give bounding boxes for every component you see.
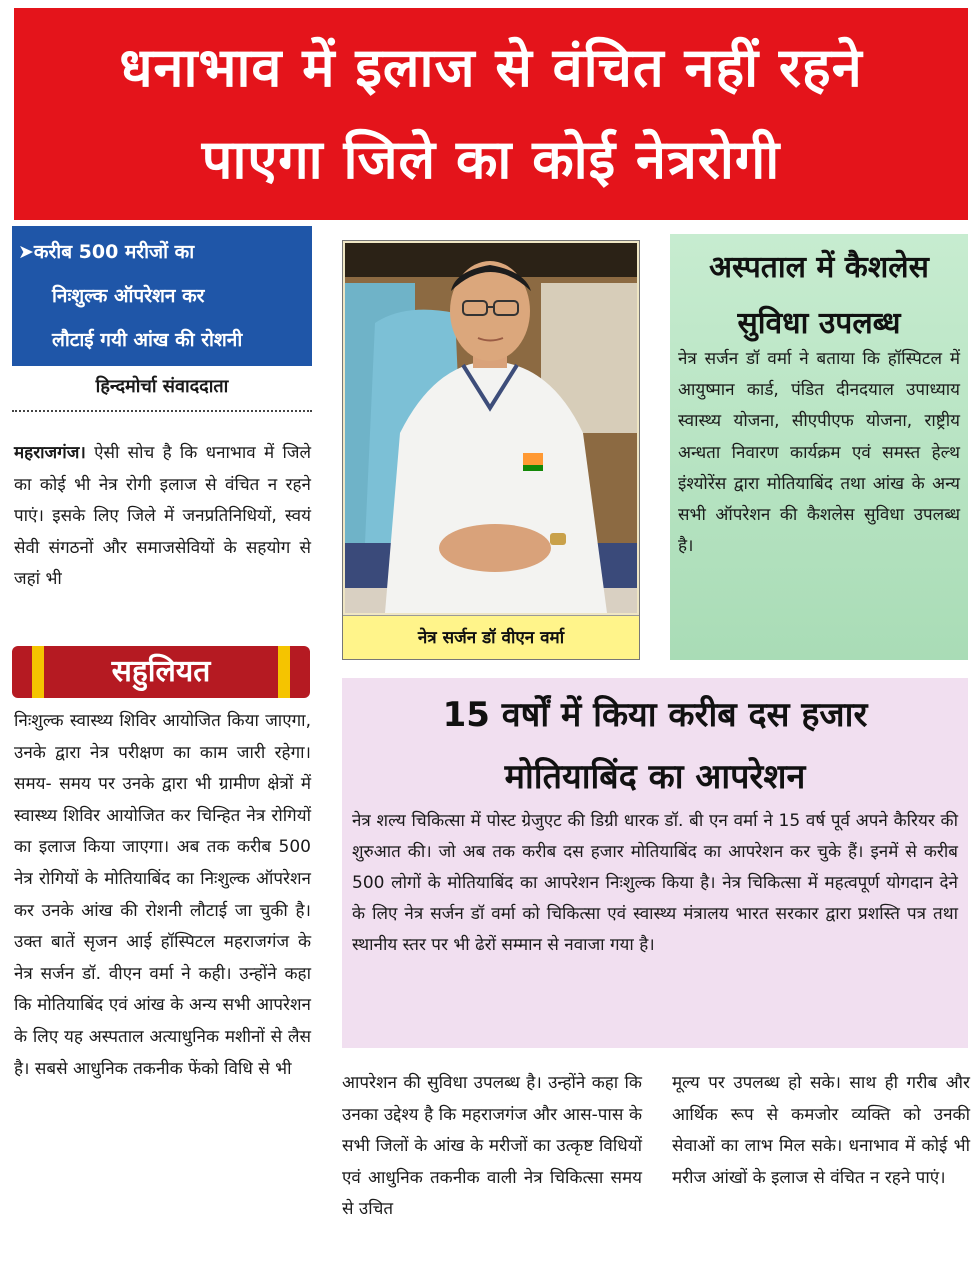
highlight-line-2: निःशुल्क ऑपरेशन कर xyxy=(52,285,205,307)
highlight-line-1: ➤करीब 500 मरीजों का xyxy=(18,241,195,263)
headline-line-2: पाएगा जिले का कोई नेत्ररोगी xyxy=(201,128,781,191)
doctor-portrait-illustration xyxy=(345,243,637,613)
doctor-photo-frame xyxy=(342,240,640,660)
article-column-3-bottom: मूल्य पर उपलब्ध हो सके। साथ ही गरीब और आर्थिक रूप से कमजोर व्यक्ति को उनकी सेवाओं का लाभ मिल सके। धनाभाव में कोई भी मरीज आंखों के इलाज से वंचित न रहने पाएं। xyxy=(672,1073,970,1188)
cashless-title-line-2: सुविधा उपलब्ध xyxy=(737,306,901,341)
highlight-line-3: लौटाई गयी आंख की रोशनी xyxy=(52,329,243,351)
article-text-1: ऐसी सोच है कि धनाभाव में जिले का कोई भी नेत्र रोगी इलाज से वंचित न रहने पाएं। इसके लिए जिले में जनप्रतिनिधियों, स्वयं सेवी संगठनों और समाजसेवियों के सहयोग से जहां भी xyxy=(14,443,311,590)
ribbon-label: सहुलियत xyxy=(111,654,211,689)
doctor-photo xyxy=(345,243,637,613)
cashless-box xyxy=(670,234,968,660)
cashless-title-line-1: अस्पताल में कैशलेस xyxy=(709,250,929,285)
operations-title-line-1: 15 वर्षों में किया करीब दस हजार xyxy=(442,695,868,735)
operations-box xyxy=(342,678,968,1048)
article-column-2-bottom: आपरेशन की सुविधा उपलब्ध है। उन्होंने कहा कि उनका उद्देश्य है कि महराजगंज और आस-पास के सभी जिलों के आंख के मरीजों का उत्कृष्ट विधियों एवं आधुनिक तकनीक वाली नेत्र चिकित्सा समय से उचित xyxy=(342,1073,642,1220)
article-column-1-bottom: निःशुल्क स्वास्थ्य शिविर आयोजित किया जाएगा, उनके द्वारा नेत्र परीक्षण का काम जारी रहेगा। समय- समय पर उनके द्वारा भी ग्रामीण क्षेत्रों में स्वास्थ्य शिविर आयोजित कर चिन्हित नेत्र रोगियों का इलाज किया जाएगा। अब तक करीब 500 नेत्र रोगियों के मोतियाबिंद का निःशुल्क ऑपरेशन कर उनके आंख की रोशनी लौटाई जा चुकी है। उक्त बातें सृजन आई हॉस्पिटल महराजगंज के नेत्र सर्जन डॉ. वीएन वर्मा ने कही। उन्होंने कहा कि मोतियाबिंद एवं आंख के अन्य सभी आपरेशन के लिए यह अस्पताल अत्याधुनिक मशीनों से लैस है। सबसे आधुनिक तकनीक फेंको विधि से भी xyxy=(14,711,311,1079)
photo-caption: नेत्र सर्जन डॉ वीएन वर्मा xyxy=(343,615,639,659)
byline: हिन्दमोर्चा संवाददाता xyxy=(12,372,312,412)
operations-title xyxy=(342,684,968,808)
dateline: महराजगंज। xyxy=(14,443,86,463)
headline xyxy=(14,8,968,220)
cashless-title xyxy=(670,240,968,352)
article-column-1-top xyxy=(14,438,311,634)
operations-title-line-2: मोतियाबिंद का आपरेशन xyxy=(504,757,806,797)
headline-line-1: धनाभाव में इलाज से वंचित नहीं रहने xyxy=(119,36,863,99)
operations-text: नेत्र शल्य चिकित्सा में पोस्ट ग्रेजुएट की डिग्री धारक डॉ. बी एन वर्मा ने 15 वर्ष पूर्व अपने कैरियर की शुरुआत की। जो अब तक करीब दस हजार मोतियाबिंद का आपरेशन कर चुके हैं। इनमें से करीब 500 लोगों के मोतियाबिंद का आपरेशन निःशुल्क किया है। नेत्र चिकित्सा में महत्वपूर्ण योगदान देने के लिए नेत्र सर्जन डॉ वर्मा को चिकित्सा एवं स्वास्थ्य मंत्रालय भारत सरकार द्वारा प्रशस्ति पत्र तथा स्थानीय स्तर पर भी ढेरों सम्मान से नवाजा गया है। xyxy=(352,811,958,955)
section-ribbon xyxy=(12,646,310,698)
cashless-text: नेत्र सर्जन डॉ वर्मा ने बताया कि हॉस्पिटल में आयुष्मान कार्ड, पंडित दीनदयाल उपाध्याय स्वास्थ्य योजना, सीएपीएफ योजना, राष्ट्रीय अन्धता निवारण कार्यक्रम एवं समस्त हेल्थ इंश्योरेंस द्वारा मोतियाबिंद तथा आंख के अन्य सभी ऑपरेशन की कैशलेस सुविधा उपलब्ध है। xyxy=(678,349,960,557)
highlight-box xyxy=(12,226,312,366)
